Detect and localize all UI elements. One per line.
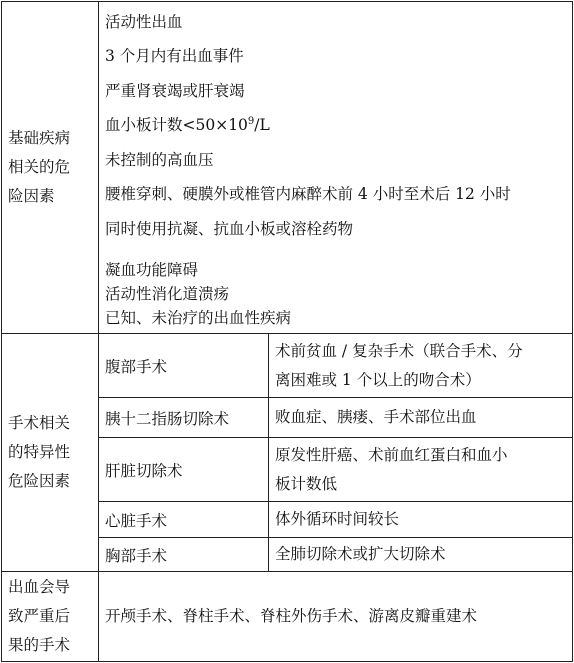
risk-item-platelet	[105, 108, 566, 143]
category-line: 手术相关	[8, 414, 71, 432]
risk-item: 活动性消化道溃疡	[105, 285, 230, 304]
risk-item: 3 个月内有出血事件	[105, 47, 244, 66]
surgery-row	[2, 334, 573, 398]
risk-item: 未控制的高血压	[105, 150, 214, 169]
factor-line: 全肺切除术或扩大切除术	[275, 545, 446, 563]
platelet-unit: /L	[254, 116, 270, 135]
section-severe-consequence-row	[2, 572, 573, 662]
category-line: 出血会导	[8, 578, 71, 596]
platelet-exponent: 9	[247, 116, 255, 128]
category-line: 的特异性	[8, 443, 71, 461]
risk-item: 严重肾衰竭或肝衰竭	[105, 81, 245, 100]
factor-line: 体外循环时间较长	[275, 510, 400, 528]
category-line: 险因素	[8, 187, 55, 205]
surgery-name: 胸部手术	[99, 538, 269, 572]
factor-line: 术前贫血 / 复杂手术（联合手术、分	[275, 341, 523, 360]
surgery-name: 肝脏切除术	[99, 438, 269, 502]
factor-line: 败血症、胰瘘、手术部位出血	[275, 408, 477, 426]
factor-line: 板计数低	[275, 474, 338, 493]
bleeding-risk-table	[1, 1, 573, 662]
risk-item: 已知、未治疗的出血性疾病	[105, 309, 292, 328]
severe-surgery-list: 开颅手术、脊柱手术、脊柱外伤手术、游离皮瓣重建术	[99, 572, 573, 662]
section-basic-disease-row	[2, 2, 573, 334]
factor-line: 离困难或 1 个以上的吻合术）	[275, 370, 481, 389]
risk-item: 腰椎穿刺、硬膜外或椎管内麻醉术前 4 小时至术后 12 小时	[105, 185, 511, 204]
category-line: 致严重后	[8, 607, 71, 625]
category-line: 相关的危	[8, 158, 71, 176]
specific-factor	[269, 398, 573, 438]
surgery-name: 胰十二指肠切除术	[99, 398, 269, 438]
specific-factor	[269, 502, 573, 538]
surgery-name: 腹部手术	[99, 334, 269, 398]
specific-factor	[269, 334, 573, 398]
category-line: 果的手术	[8, 636, 71, 654]
category-cell	[2, 2, 99, 334]
specific-factor	[269, 538, 573, 572]
category-line: 危险因素	[8, 472, 71, 490]
category-cell	[2, 334, 99, 572]
surgery-name: 心脏手术	[99, 502, 269, 538]
risk-item: 活动性出血	[105, 12, 183, 31]
basic-risk-list	[99, 2, 573, 334]
spacer	[105, 246, 566, 258]
category-cell	[2, 572, 99, 662]
category-line: 基础疾病	[8, 129, 71, 147]
platelet-text: 血小板计数<50×10	[105, 116, 248, 135]
specific-factor	[269, 438, 573, 502]
factor-line: 原发性肝癌、术前血红蛋白和血小	[275, 445, 508, 464]
risk-item: 同时使用抗凝、抗血小板或溶栓药物	[105, 219, 354, 238]
risk-item: 凝血功能障碍	[105, 261, 199, 280]
